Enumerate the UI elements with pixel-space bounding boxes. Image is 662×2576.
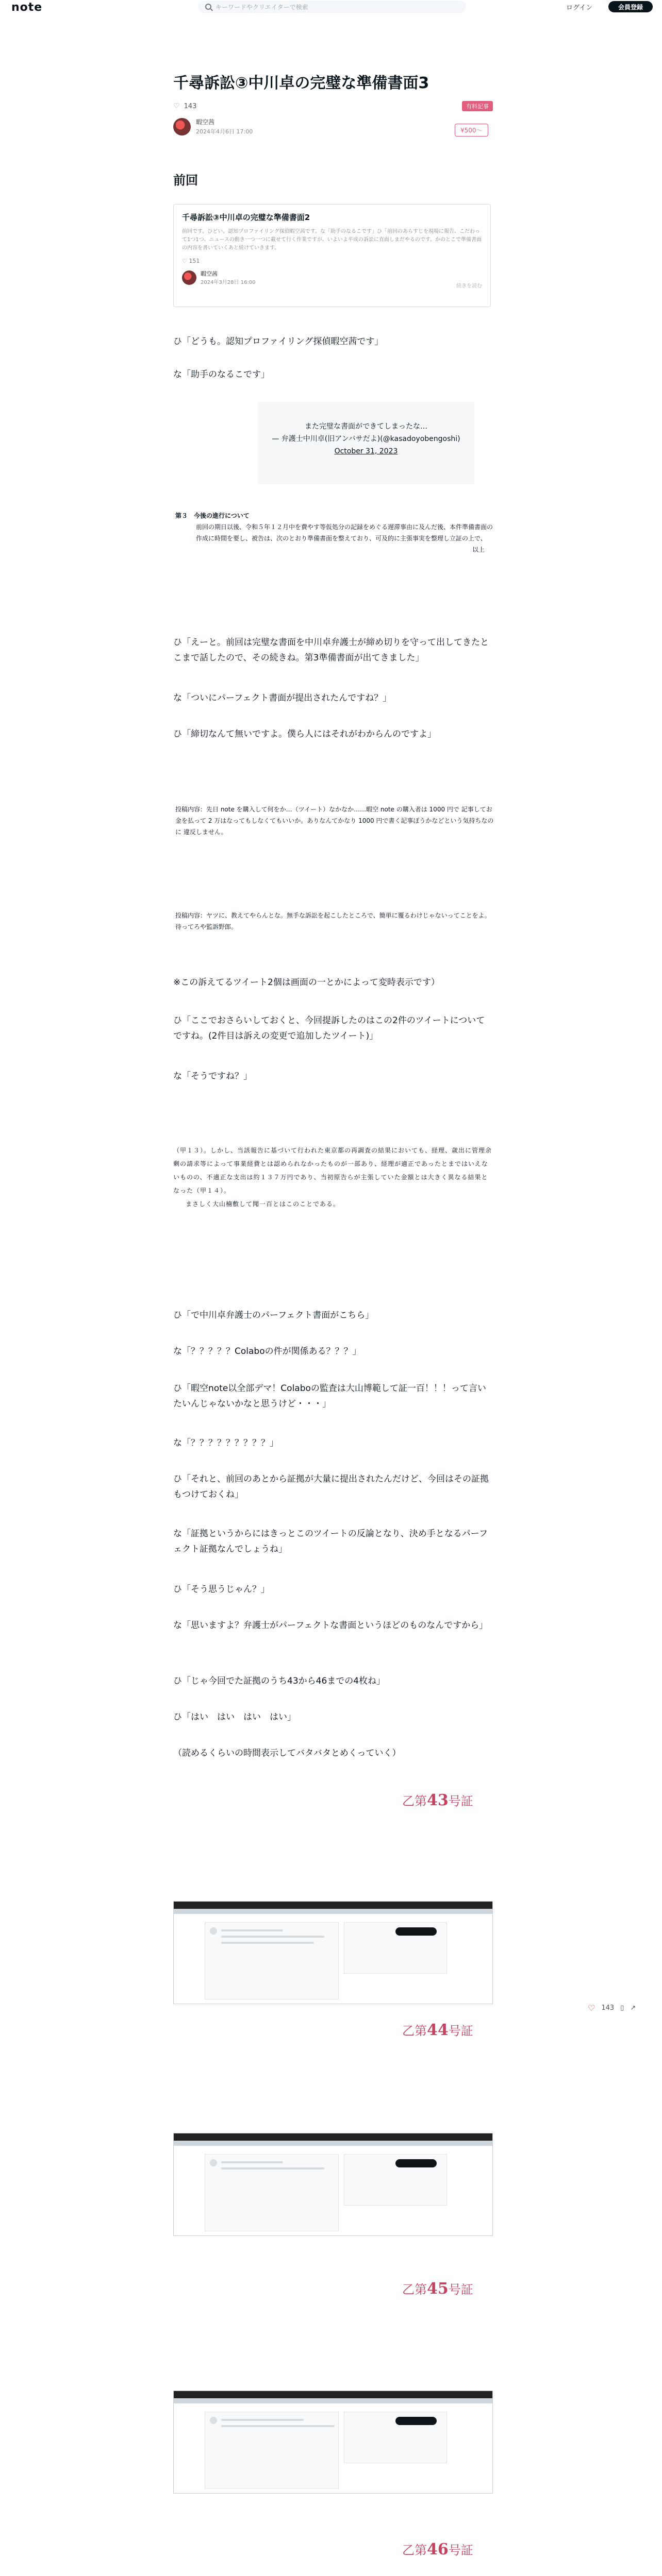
evidence-prefix: 乙第 (402, 2543, 427, 2557)
text-line (221, 1942, 314, 1944)
evidence-prefix: 乙第 (402, 1794, 427, 1808)
follow-button (395, 2417, 437, 2425)
paragraph: な「思いますよ？弁護士がパーフェクトな書面というほどのものなんですから」 (173, 1620, 488, 1631)
heart-icon: ♡ (173, 102, 180, 110)
paragraph: な「そうですね？」 (173, 1071, 252, 1081)
browser-bar (174, 2391, 492, 2398)
browser-bar (174, 1902, 492, 1909)
top-bar (0, 0, 662, 14)
scan-tail: まさしく大山楠敷して聞一百とはこのことである。 (186, 1200, 340, 1208)
paragraph: ひ「それと、前回のあとから証拠が大量に提出されたんだけど、今回はその証拠もつけておくね」 (173, 1474, 489, 1500)
heart-icon: ♡ (182, 258, 189, 264)
tweet-pane (205, 2154, 339, 2231)
document-sign: 以上 (472, 546, 485, 553)
like-count-text: 143 (184, 102, 197, 110)
tweet-date[interactable]: October 31, 2023 (334, 447, 398, 455)
avatar-placeholder (210, 1927, 217, 1935)
tab-bar (174, 2141, 492, 2146)
evidence-prefix: 乙第 (402, 2282, 427, 2297)
paragraph: ひ「えーと。前回は完璧な書面を中川卓弁護士が締め切りを守って出してきたとこまで話したので、その続きね。第3準備書面が出てきました」 (173, 637, 489, 663)
paragraph: ひ「どうも。認知プロファイリング探偵暇空茜です」 (173, 336, 384, 347)
browser-bar (174, 2133, 492, 2141)
embed-like-count: 151 (189, 258, 200, 264)
search-input[interactable] (198, 1, 466, 13)
embedded-tweet[interactable] (258, 402, 474, 484)
signup-button[interactable]: 会員登録 (608, 1, 653, 12)
scan-body: （甲１３）。しかし、当該報告に基づいて行われた東京都の再調査の結果においても、経理、歳出に管理余剰の請求等によって事業経費とは認められなかったものが一部あり、経理が適正であったとまではいえないものの、不適正な支出は約１３７万円であり、当初原告らが主張していた金額とは大きく異なる結果となった（甲１４）。 (173, 1147, 492, 1194)
author-info[interactable] (173, 117, 493, 135)
text-line (221, 1929, 283, 1931)
evidence-label-46 (402, 2540, 473, 2558)
tab-bar (174, 1909, 492, 1914)
evidence-screenshot (173, 2133, 493, 2236)
evidence-number: 45 (427, 2280, 449, 2298)
document-excerpt (175, 510, 495, 555)
embed-excerpt: 前回です。ひどい。認知プロファイリング探偵暇空茜です。な「助手のなるこです」ひ「前回のあらすじを現場に報告、こだわって1つ1つ、ニュースの動き一つ一つに載せて行く作業ですが、いよいよ平成の訴訟に直面しまだやるのです。かのとこで準備書面の内容を書いていくあと続けていきます。 (182, 229, 482, 251)
paragraph: ひ「で中川卓弁護士のパーフェクト書面がこちら」 (173, 1310, 374, 1320)
heart-icon[interactable]: ♡ (588, 2003, 595, 2013)
follow-button (395, 1927, 437, 1936)
evidence-number: 44 (427, 2021, 449, 2039)
document-heading: 第３ 今後の進行について (175, 512, 250, 519)
evidence-label-45 (402, 2279, 473, 2298)
tab-bar (174, 2398, 492, 2403)
paragraph: ひ「じゃ今回でた証拠のうち43から46までの4枚ね」 (173, 1676, 386, 1686)
text-line (221, 1936, 324, 1938)
text-line (221, 2419, 304, 2421)
note-paragraph: ※この訴えてるツイート2個は画面の一とかによって変時表示です） (173, 977, 440, 988)
paragraph: ひ「そう思うじゃん？」 (173, 1584, 270, 1595)
embed-author: 暇空茜 (201, 270, 218, 277)
avatar-placeholder (210, 2159, 217, 2166)
tweet-text: また完璧な書面ができてしまったな… (305, 422, 427, 431)
evidence-number: 46 (427, 2540, 449, 2558)
embedded-article-card[interactable] (173, 204, 491, 307)
publish-date: 2024年4月6日 17:00 (196, 128, 253, 135)
evidence-screenshot (173, 1901, 493, 2004)
paragraph: な「？？？？？？？？？」 (173, 1438, 278, 1448)
tweet-record-2: 投稿内容：ヤツに、教えてやらんとな。無手な訴訟を起こしたところで、簡単に覆るわけじゃないってことをよ。待ってろや監訴野郎。 (175, 912, 491, 930)
side-like-count: 143 (601, 2004, 615, 2012)
paragraph: ひ「はい はい はい はい」 (173, 1712, 296, 1722)
tweet-pane (205, 2412, 339, 2489)
search-placeholder: キーワードやクリエイターで検索 (216, 3, 308, 11)
evidence-suffix: 号証 (448, 2024, 473, 2038)
article-title: 千尋訴訟③中川卓の完璧な準備書面3 (173, 74, 429, 92)
evidence-prefix: 乙第 (402, 2024, 427, 2038)
evidence-number: 43 (427, 1791, 449, 1809)
avatar[interactable] (173, 118, 191, 135)
paragraph: な「助手のなるこです」 (173, 369, 270, 380)
evidence-suffix: 号証 (448, 1794, 473, 1808)
author-name[interactable]: 暇空茜 (196, 118, 215, 126)
section-title: 前回 (173, 173, 198, 188)
evidence-screenshot (173, 2391, 493, 2494)
tweet-record-1: 投稿内容：先日 note を購入して何をか…（ツイート）なかなか……暇空 note の購入者は 1000 円で 記事してお金を払って 2 万はなってもしなくてもいいか。ありなんてかなり 1000 円で書く記事ぽうかなどという気持ちなのに 違反しません。 (175, 806, 494, 836)
embed-title: 千尋訴訟③中川卓の完璧な準備書面2 (182, 213, 310, 222)
tweet-author: — 弁護士中川卓(旧アンバサだよ)(@kasadoyobengoshi) (272, 435, 460, 443)
share-icon[interactable]: ↗ (630, 2004, 636, 2012)
like-count[interactable] (173, 102, 493, 110)
evidence-suffix: 号証 (448, 2543, 473, 2557)
paragraph: な「ついにパーフェクト書面が提出されたんですね？」 (173, 693, 392, 703)
side-action-bar (588, 2003, 636, 2013)
evidence-suffix: 号証 (448, 2282, 473, 2297)
search-icon (205, 4, 211, 10)
embed-more-link[interactable]: 続きを読む (456, 283, 482, 289)
paragraph: ひ「暇空note以全部デマ！Colaboの監査は大山博範して証一百！！！って言いたいんじゃないかなと思うけど・・・」 (173, 1383, 486, 1409)
paragraph: な「証拠というからにはきっとこのツイートの反論となり、決め手となるパーフェクト証拠なんでしょうね」 (173, 1529, 488, 1554)
paragraph: な「？？？？？Colaboの件が関係ある？？？」 (173, 1346, 361, 1357)
paragraph: （読めるくらいの時間表示してバタバタとめくっていく） (173, 1748, 401, 1758)
evidence-label-43 (402, 1791, 473, 1809)
embed-likes (182, 258, 482, 264)
embed-date: 2024年3月28日 16:00 (201, 280, 256, 285)
paragraph: ひ「締切なんて無いですよ。僕ら人にはそれがわからんのですよ」 (173, 729, 436, 739)
paid-badge: 有料記事 (462, 101, 493, 111)
paragraph: ひ「ここでおさらいしておくと、今回提訴したのはこの2件のツイートについてですね。(2件目は訴えの変更で追加したツイート)」 (173, 1015, 485, 1041)
price-badge[interactable]: ¥500～ (455, 124, 488, 137)
follow-button (395, 2159, 437, 2167)
court-document-scan (173, 1144, 493, 1211)
text-line (221, 2167, 324, 2170)
avatar-placeholder (210, 2417, 217, 2424)
login-link[interactable]: ログイン (566, 4, 593, 12)
note-logo[interactable]: note (11, 1, 43, 14)
embed-avatar (182, 270, 196, 285)
evidence-label-44 (402, 2021, 473, 2039)
document-body: 前回の期日以後、令和５年１２月中を費やす等仮処分の記録をめぐる遅滞事由に及んだ後、本件準備書面の作成に時間を要し、被告は、次のとおり準備書面を整えており、可及的に主張事実を整理し立証の上で、 (196, 523, 493, 542)
tweet-pane (205, 1922, 339, 1999)
text-line (221, 2161, 283, 2163)
bookmark-icon[interactable]: ▯ (620, 2004, 624, 2012)
text-line (221, 2425, 335, 2427)
